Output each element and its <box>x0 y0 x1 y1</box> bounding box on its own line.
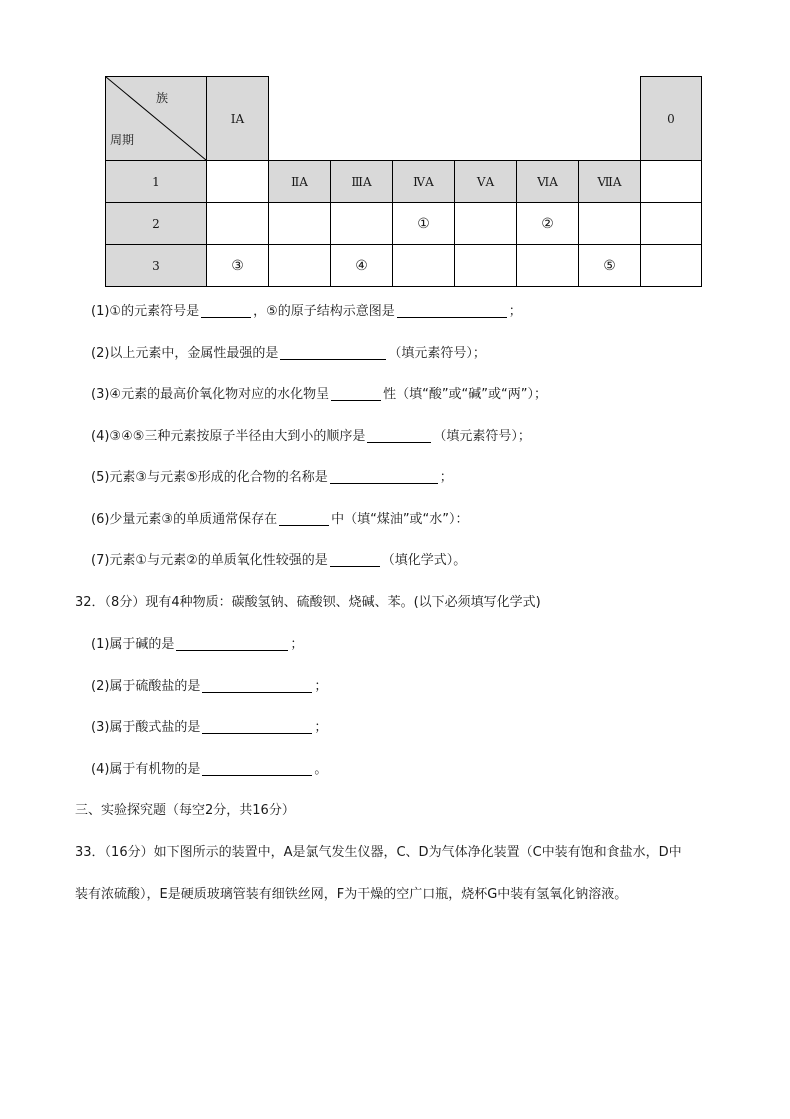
q32-part3: (3)属于酸式盐的是 ； <box>91 720 328 735</box>
q31-part3: (3)④元素的最高价氧化物对应的水化物呈 性（填“酸”或“碱”或“两”）； <box>91 387 547 402</box>
table-cell <box>269 203 331 245</box>
q32-title: 32．（8分）现有4种物质：碳酸氢钠、硫酸钡、烧碱、苯。(以下必须填写化学式) <box>75 595 541 610</box>
table-corner-cell <box>106 77 207 161</box>
table-cell <box>455 203 517 245</box>
answer-blank[interactable] <box>330 469 438 484</box>
q31-part2: (2)以上元素中，金属性最强的是 （填元素符号）； <box>91 346 486 361</box>
corner-group-label: 族 <box>155 91 168 105</box>
group-header: ⅤA <box>455 161 517 203</box>
group-header: ⅡA <box>269 161 331 203</box>
q33-line1: 33．（16分）如下图所示的装置中，A是氯气发生仪器，C、D为气体净化装置（C中装有饱和食盐水，D中 <box>75 845 682 860</box>
answer-blank[interactable] <box>331 386 381 401</box>
table-cell: ⑤ <box>579 245 641 287</box>
q31-part7: (7)元素①与元素②的单质氧化性较强的是 （填化学式）。 <box>91 553 467 568</box>
answer-blank[interactable] <box>176 636 288 651</box>
q31-part5: (5)元素③与元素⑤形成的化合物的名称是 ； <box>91 470 453 485</box>
answer-blank[interactable] <box>397 303 507 318</box>
group-0-header: 0 <box>641 77 702 161</box>
periodic-table <box>105 76 702 287</box>
table-cell <box>641 203 702 245</box>
table-cell: ④ <box>331 245 393 287</box>
period-label: 2 <box>106 203 207 245</box>
table-header-gap <box>269 77 641 161</box>
table-cell <box>455 245 517 287</box>
period-label: 3 <box>106 245 207 287</box>
answer-blank[interactable] <box>202 678 312 693</box>
group-header: ⅣA <box>393 161 455 203</box>
table-cell <box>641 245 702 287</box>
answer-blank[interactable] <box>280 345 386 360</box>
q31-part1: (1)①的元素符号是 ，⑤的原子结构示意图是 ； <box>91 304 522 319</box>
group-header: ⅦA <box>579 161 641 203</box>
period-label: 1 <box>106 161 207 203</box>
table-cell <box>393 245 455 287</box>
group-1a-header: ⅠA <box>207 77 269 161</box>
table-cell <box>517 245 579 287</box>
table-cell <box>207 203 269 245</box>
table-cell <box>207 161 269 203</box>
table-cell <box>331 203 393 245</box>
answer-blank[interactable] <box>201 303 251 318</box>
q32-part4: (4)属于有机物的是 。 <box>91 762 328 777</box>
table-cell: ① <box>393 203 455 245</box>
answer-blank[interactable] <box>202 719 312 734</box>
q31-part6: (6)少量元素③的单质通常保存在 中（填“煤油”或“水”）： <box>91 512 469 527</box>
group-header: ⅥA <box>517 161 579 203</box>
q33-line2: 装有浓硫酸），E是硬质玻璃管装有细铁丝网，F为干燥的空广口瓶，烧杯G中装有氢氧化钠溶液。 <box>75 887 628 902</box>
q31-part4: (4)③④⑤三种元素按原子半径由大到小的顺序是 （填元素符号）； <box>91 429 531 444</box>
section-3-heading: 三、实验探究题（每空2分，共16分） <box>75 803 295 818</box>
group-header: ⅢA <box>331 161 393 203</box>
answer-blank[interactable] <box>367 428 431 443</box>
q32-part1: (1)属于碱的是 ； <box>91 637 304 652</box>
answer-blank[interactable] <box>330 552 380 567</box>
q32-part2: (2)属于硫酸盐的是 ； <box>91 679 328 694</box>
table-cell: ② <box>517 203 579 245</box>
answer-blank[interactable] <box>279 511 329 526</box>
table-cell <box>579 203 641 245</box>
table-cell <box>269 245 331 287</box>
table-cell: ③ <box>207 245 269 287</box>
answer-blank[interactable] <box>202 761 312 776</box>
corner-period-label: 周期 <box>110 133 135 147</box>
table-cell <box>641 161 702 203</box>
